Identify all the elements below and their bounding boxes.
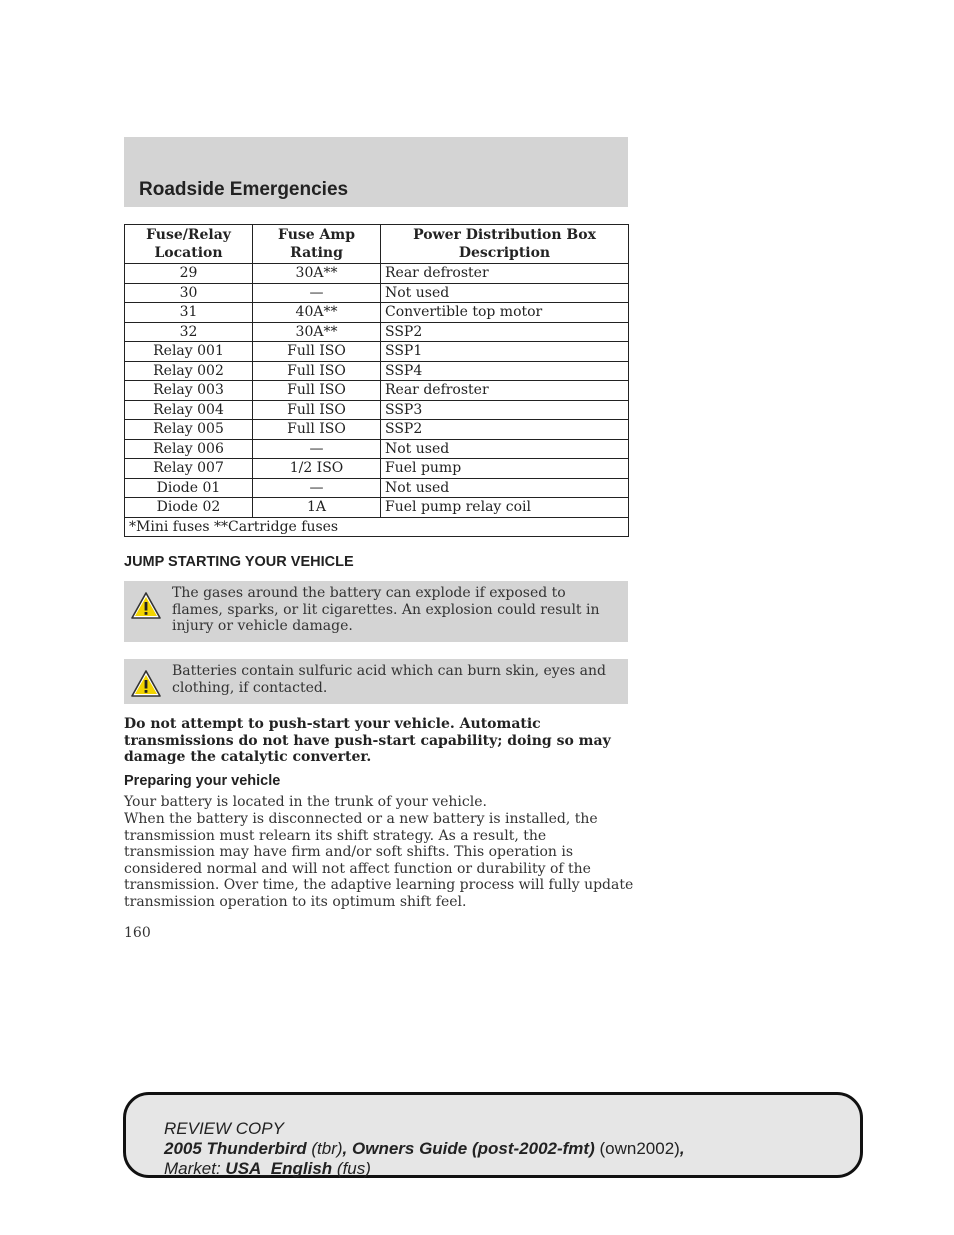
page-title: Roadside Emergencies [139,179,349,200]
table-row [125,322,629,342]
cell-description: Convertible top motor [381,303,629,323]
table-row [125,420,629,440]
cell-description: SSP1 [381,342,629,362]
battery-location-text: Your battery is located in the trunk of your vehicle. [124,794,487,810]
cell-description: Not used [381,478,629,498]
warning-box-acid [124,659,628,704]
warning-triangle-icon [130,669,162,699]
warning-text: The gases around the battery can explode if exposed to flames, sparks, or lit cigarettes. An explosion could result in injury or vehicle damage. [172,585,600,634]
cell-location: Relay 002 [125,361,253,381]
footer-text [164,1119,685,1179]
table-row [125,283,629,303]
table-row [125,400,629,420]
cell-location: 30 [125,283,253,303]
cell-location: Relay 003 [125,381,253,401]
cell-rating: 30A** [253,322,381,342]
cell-location: Relay 005 [125,420,253,440]
column-header-rating: Fuse Amp Rating [253,225,381,264]
warning-box-gases [124,581,628,642]
warning-text: Batteries contain sulfuric acid which can burn skin, eyes and clothing, if contacted. [172,663,606,696]
page-number: 160 [124,925,151,941]
push-start-notice: Do not attempt to push-start your vehicle. Automatic transmissions do not have push-start capability; doing so may damage the catalytic converter. [124,716,611,765]
cell-location: 31 [125,303,253,323]
cell-description: Fuel pump [381,459,629,479]
cell-description: Rear defroster [381,381,629,401]
cell-rating: Full ISO [253,400,381,420]
cell-rating: Full ISO [253,361,381,381]
table-row [125,303,629,323]
warning-triangle-icon [130,591,162,621]
cell-rating: — [253,283,381,303]
table-row [125,459,629,479]
cell-description: Rear defroster [381,264,629,284]
cell-description: SSP2 [381,322,629,342]
subsection-heading: Preparing your vehicle [124,773,281,789]
cell-rating: — [253,439,381,459]
footer-model: 2005 Thunderbird [164,1139,307,1158]
table-row [125,439,629,459]
cell-description: Fuel pump relay coil [381,498,629,518]
cell-rating: Full ISO [253,420,381,440]
cell-location: Diode 01 [125,478,253,498]
table-row [125,498,629,518]
table-row [125,361,629,381]
cell-rating: — [253,478,381,498]
cell-location: Relay 001 [125,342,253,362]
cell-location: Diode 02 [125,498,253,518]
section-header-band [124,137,628,207]
cell-description: Not used [381,439,629,459]
footer-guide-code: (own2002) [599,1139,680,1158]
cell-location: Relay 007 [125,459,253,479]
footer-market: USA_English [225,1159,333,1178]
footer-model-code: (tbr) [311,1139,343,1158]
fuse-table [124,224,629,537]
cell-location: 32 [125,322,253,342]
table-row [125,478,629,498]
table-footnote: *Mini fuses **Cartridge fuses [125,517,629,537]
cell-description: SSP4 [381,361,629,381]
cell-rating: 40A** [253,303,381,323]
table-row [125,264,629,284]
footer-market-label: Market: [164,1159,221,1178]
cell-description: Not used [381,283,629,303]
review-label: REVIEW COPY [164,1119,284,1138]
cell-location: Relay 004 [125,400,253,420]
table-header-row [125,225,629,264]
review-footer [123,1092,863,1178]
cell-rating: 30A** [253,264,381,284]
table-row [125,342,629,362]
cell-rating: 1A [253,498,381,518]
column-header-location: Fuse/Relay Location [125,225,253,264]
column-header-description: Power Distribution Box Description [381,225,629,264]
cell-rating: Full ISO [253,342,381,362]
cell-description: SSP2 [381,420,629,440]
cell-rating: 1/2 ISO [253,459,381,479]
section-heading: JUMP STARTING YOUR VEHICLE [124,554,354,570]
footer-comma: , [679,1139,685,1158]
cell-location: 29 [125,264,253,284]
table-row [125,381,629,401]
table-footnote-row [125,517,629,537]
cell-location: Relay 006 [125,439,253,459]
relearn-text: When the battery is disconnected or a new battery is installed, the transmission must relearn its shift strategy. As a result, the transmission may have firm and/or soft shifts. This operation is considered normal and will not affect function or durability of the transmission. Over time, the adaptive learning process will fully update transmission operation to its optimum shift feel. [124,811,634,910]
cell-rating: Full ISO [253,381,381,401]
footer-guide: , Owners Guide (post-2002-fmt) [342,1139,595,1158]
cell-description: SSP3 [381,400,629,420]
footer-market-code: (fus) [336,1159,371,1178]
